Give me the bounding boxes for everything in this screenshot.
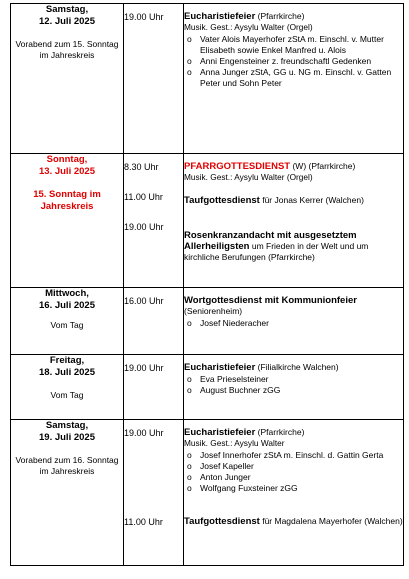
event-time: 19.00 Uhr — [124, 363, 164, 373]
event-location: (W) (Pfarrkirche) — [292, 161, 356, 171]
event-entry — [184, 516, 403, 527]
weekday-label: Samstag, — [45, 4, 89, 15]
intention-list — [184, 34, 403, 89]
date-cell — [11, 420, 124, 566]
event-location: für Magdalena Mayerhofer (Walchen) — [262, 516, 403, 526]
list-item: o Eva Prieselsteiner — [184, 374, 403, 385]
event-title: Eucharistiefeier — [184, 427, 256, 438]
list-item: o Anna Junger zStA, GG u. NG m. Einschl. v. Gatten Peter und Sohn Peter — [184, 67, 403, 89]
event-title: Wortgottesdienst mit Kommunionfeier — [184, 295, 357, 306]
event-location: (Pfarrkirche) — [257, 427, 305, 437]
liturgical-note: Vom Tag — [50, 390, 84, 400]
event-entry — [184, 427, 403, 516]
event-title: Eucharistiefeier — [184, 11, 256, 22]
event-time: 11.00 Uhr — [124, 517, 163, 527]
event-entry — [184, 295, 403, 329]
weekday-label: Mittwoch, — [45, 288, 89, 299]
event-entry — [184, 230, 403, 263]
date-label: 12. Juli 2025 — [39, 16, 95, 27]
event-location: (Pfarrkirche) — [257, 11, 305, 21]
event-title: Taufgottesdienst — [184, 516, 260, 527]
event-location: um Frieden in der Welt und um kirchliche Berufungen (Pfarrkirche) — [184, 241, 369, 262]
list-item: o Josef Niederacher — [184, 318, 403, 329]
event-title: Eucharistiefeier — [184, 362, 256, 373]
event-cell — [184, 420, 404, 566]
liturgical-note: Vorabend zum 15. Sonntag im Jahreskreis — [15, 39, 119, 60]
date-cell — [11, 355, 124, 420]
table-row — [11, 355, 404, 420]
table-row — [11, 288, 404, 355]
weekday-label: Sonntag, — [46, 154, 88, 165]
liturgical-note: Vorabend zum 16. Sonntag im Jahreskreis — [15, 455, 119, 476]
weekday-label: Freitag, — [49, 355, 85, 366]
event-title: Rosenkranzandacht mit ausgesetztem Allerheiligsten — [184, 230, 357, 252]
event-entry — [184, 362, 403, 396]
event-cell — [184, 4, 404, 154]
event-cell — [184, 154, 404, 288]
table-row — [11, 154, 404, 288]
list-item: o August Buchner zGG — [184, 385, 403, 396]
event-time: 11.00 Uhr — [124, 192, 163, 202]
date-cell — [11, 154, 124, 288]
music-note: Musik. Gest.: Aysylu Walter — [184, 438, 285, 448]
music-note: Musik. Gest.: Aysylu Walter (Orgel) — [184, 172, 313, 182]
date-label: 18. Juli 2025 — [39, 367, 95, 378]
list-item: o Anton Junger — [184, 472, 403, 483]
music-note: Musik. Gest.: Aysylu Walter (Orgel) — [184, 22, 313, 32]
liturgical-note: Vom Tag — [50, 320, 84, 330]
date-label: 19. Juli 2025 — [39, 432, 95, 443]
table-row — [11, 4, 404, 154]
event-time: 19.00 Uhr — [124, 222, 164, 232]
time-cell — [124, 4, 184, 154]
time-cell — [124, 420, 184, 566]
table-row — [11, 420, 404, 566]
event-cell — [184, 355, 404, 420]
time-cell — [124, 355, 184, 420]
intention-list — [184, 318, 403, 329]
event-time: 16.00 Uhr — [124, 296, 164, 306]
event-entry — [184, 161, 403, 195]
event-entry — [184, 195, 403, 230]
intention-list — [184, 374, 403, 396]
service-schedule-table — [10, 3, 404, 566]
list-item: o Wolfgang Fuxsteiner zGG — [184, 483, 403, 494]
time-cell — [124, 154, 184, 288]
date-cell — [11, 288, 124, 355]
liturgical-note: 15. Sonntag im Jahreskreis — [33, 189, 101, 212]
date-cell — [11, 4, 124, 154]
event-title: PFARRGOTTESDIENST — [184, 161, 291, 172]
event-time: 8.30 Uhr — [124, 162, 159, 172]
event-cell — [184, 288, 404, 355]
date-label: 13. Juli 2025 — [39, 166, 95, 177]
event-entry — [184, 11, 403, 89]
event-location: (Seniorenheim) — [184, 306, 243, 316]
intention-list — [184, 450, 403, 494]
list-item: o Vater Alois Mayerhofer zStA m. Einschl. v. Mutter Elisabeth sowie Enkel Manfred u. Alois — [184, 34, 403, 56]
weekday-label: Samstag, — [45, 420, 89, 431]
list-item: o Josef Kapeller — [184, 461, 403, 472]
event-title: Taufgottesdienst — [184, 195, 260, 206]
date-label: 16. Juli 2025 — [39, 300, 95, 311]
time-cell — [124, 288, 184, 355]
event-time: 19.00 Uhr — [124, 12, 164, 22]
list-item: o Anni Engensteiner z. freundschaftl Gedenken — [184, 56, 403, 67]
event-time: 19.00 Uhr — [124, 428, 164, 438]
event-location: (Filialkirche Walchen) — [257, 362, 339, 372]
event-location: für Jonas Kerrer (Walchen) — [262, 195, 364, 205]
list-item: o Josef Innerhofer zStA m. Einschl. d. Gattin Gerta — [184, 450, 403, 461]
